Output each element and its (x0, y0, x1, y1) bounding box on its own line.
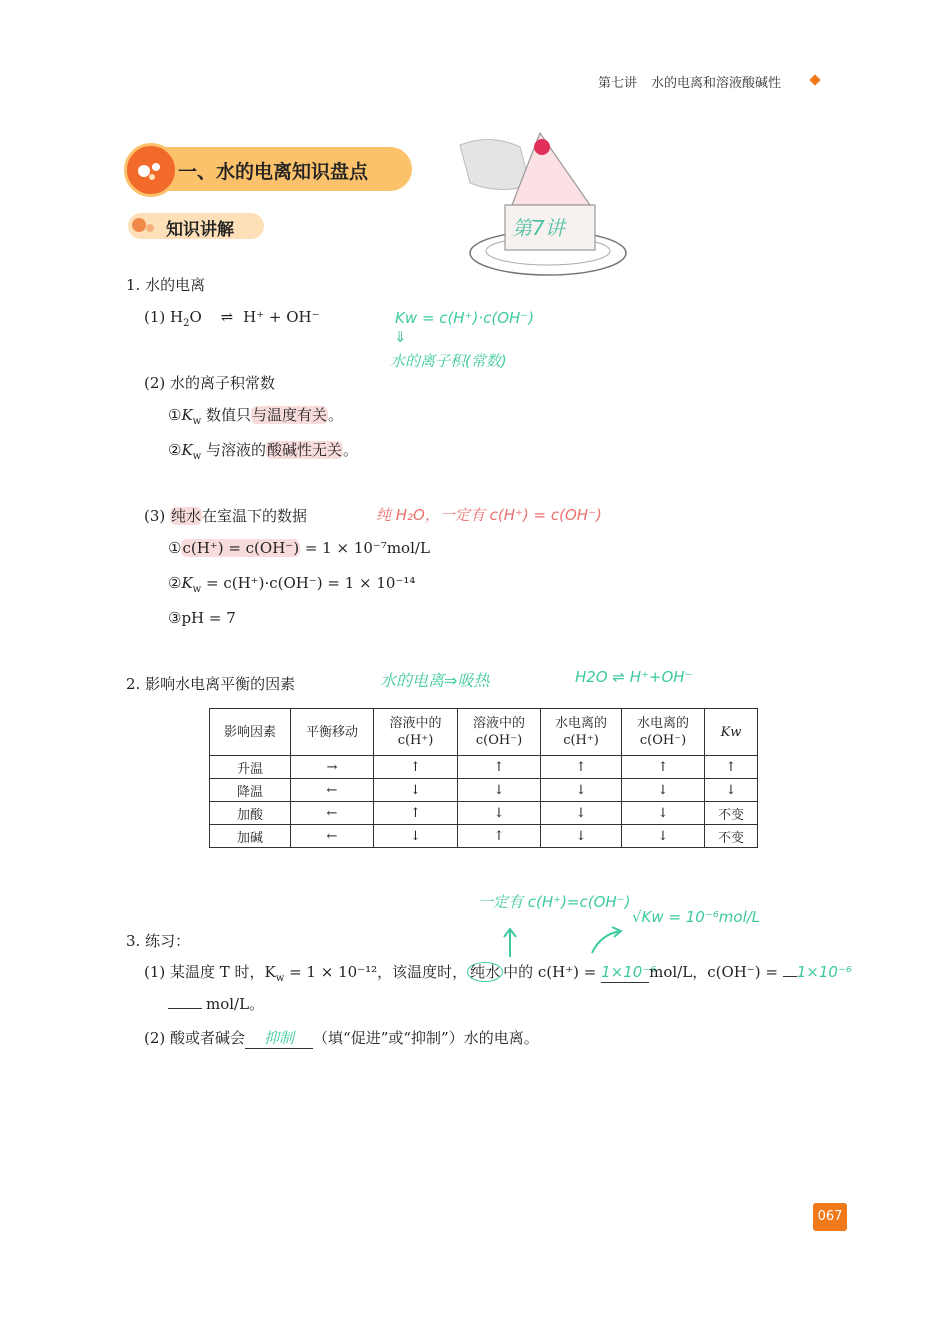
table-row (210, 756, 758, 779)
chapter-label: 第七讲 (598, 76, 638, 91)
table-cell: 加酸 (210, 802, 291, 825)
table-cell: ↑ (458, 756, 541, 779)
table-header: 溶液中的 c(H⁺) (374, 709, 458, 756)
table-cell: ↑ (622, 756, 705, 779)
note-heat: 水的电离⇒吸热 (380, 671, 490, 690)
s1-title: 1. 水的电离 (126, 276, 206, 294)
table-cell: ↑ (374, 756, 458, 779)
table-header: 平衡移动 (291, 709, 374, 756)
table-row (210, 825, 758, 848)
table-cell: ← (291, 802, 374, 825)
table-cell: ↓ (622, 779, 705, 802)
s1-p3-2: $②K_w = c(H^+)\cdot c(OH^-) = 1 \times 10^{-14}$ (168, 574, 416, 595)
table-header: 溶液中的 c(OH⁻) (458, 709, 541, 756)
s3-q1: (1) 某温度 T 时，$K_w = 1 \times 10^{-12}$，该温度时， 纯水 中的 c(H⁺) = 1×10⁻⁶mol/L，c(OH⁻) = 1×10⁻⁶ (144, 963, 852, 984)
table-cell: ↑ (458, 825, 541, 848)
table-cell: 升温 (210, 756, 291, 779)
table-header: 水电离的 c(H⁺) (541, 709, 622, 756)
table-header: 水电离的 c(OH⁻) (622, 709, 705, 756)
page-number: 067 (813, 1203, 847, 1231)
table-cell: 不变 (705, 802, 758, 825)
note-equation: H2O ⇌ H⁺+OH⁻ (575, 668, 693, 686)
table-cell: ↓ (374, 779, 458, 802)
s2-title: 2. 影响水电离平衡的因素 (126, 675, 296, 693)
annotation-arrows (500, 925, 630, 960)
table-header: 影响因素 (210, 709, 291, 756)
table-cell: ↓ (458, 802, 541, 825)
table-cell: ↓ (374, 825, 458, 848)
note-arrow: ⇓ (394, 328, 407, 346)
note-pure: 纯 H₂O，一定有 c(H⁺) = c(OH⁻) (376, 506, 602, 524)
s1-p3-1: ①c(H⁺) = c(OH⁻) = 1 × 10⁻⁷mol/L (168, 539, 430, 557)
answer-h: 1×10⁻⁶ (601, 963, 657, 981)
table-cell: 不变 (705, 825, 758, 848)
table-cell: ↓ (705, 779, 758, 802)
note-product: 水的离子积(常数) (390, 352, 507, 370)
s3-q1-cont: mol/L。 (168, 994, 264, 1014)
s1-p3-3: ③pH = 7 (168, 609, 236, 627)
table-cell: ↑ (705, 756, 758, 779)
table-cell: ↑ (374, 802, 458, 825)
table-cell: ↓ (622, 825, 705, 848)
note-sqrt-kw: √Kw = 10⁻⁶mol/L (632, 908, 761, 926)
table-header-row (210, 709, 758, 756)
section-title: 一、水的电离知识盘点 (178, 161, 369, 183)
s1-p2: (2) 水的离子积常数 (144, 374, 276, 392)
s1-p2-2: $②K_w$ 与溶液的酸碱性无关。 (168, 441, 359, 462)
sub-title: 知识讲解 (166, 220, 234, 240)
s3-title: 3. 练习： (126, 932, 191, 950)
table-row (210, 802, 758, 825)
table-cell: ↑ (541, 756, 622, 779)
bubble-small-icon (146, 224, 154, 232)
table-cell: ↓ (622, 802, 705, 825)
answer-oh: 1×10⁻⁶ (796, 963, 852, 981)
note-kw: Kw = c(H⁺)·c(OH⁻) (395, 309, 535, 327)
table-cell: ↓ (541, 802, 622, 825)
table-cell: ↓ (458, 779, 541, 802)
cake-label: 第7讲 (512, 216, 565, 240)
s1-p2-1: $①K_w$ 数值只与温度有关。 (168, 406, 344, 427)
flask-icon (124, 143, 178, 197)
bubble-icon (132, 218, 146, 232)
chapter-title: 水的电离和溶液酸碱性 (651, 76, 782, 91)
factors-table (209, 708, 758, 848)
table-cell: 降温 (210, 779, 291, 802)
s3-q2: (2) 酸或者碱会 抑制 （填“促进”或“抑制”）水的电离。 (144, 1029, 539, 1047)
table-cell: ← (291, 779, 374, 802)
circled-pure-water: 纯水 (467, 962, 503, 982)
answer-inhibit: 抑制 (264, 1029, 295, 1047)
cake-illustration (450, 125, 630, 290)
table-cell: → (291, 756, 374, 779)
table-cell: ↓ (541, 779, 622, 802)
s1-p3: (3) 纯水在室温下的数据 (144, 507, 308, 525)
table-cell: ↓ (541, 825, 622, 848)
diamond-icon (809, 74, 820, 85)
s1-p1: (1) $H_2O$ ⇌ H⁺ + OH⁻ (144, 308, 320, 329)
table-cell: 加碱 (210, 825, 291, 848)
table-cell: ← (291, 825, 374, 848)
table-header: Kw (705, 709, 758, 756)
table-row (210, 779, 758, 802)
running-header (598, 72, 781, 91)
note-always-equal: 一定有 c(H⁺)=c(OH⁻) (478, 893, 631, 911)
